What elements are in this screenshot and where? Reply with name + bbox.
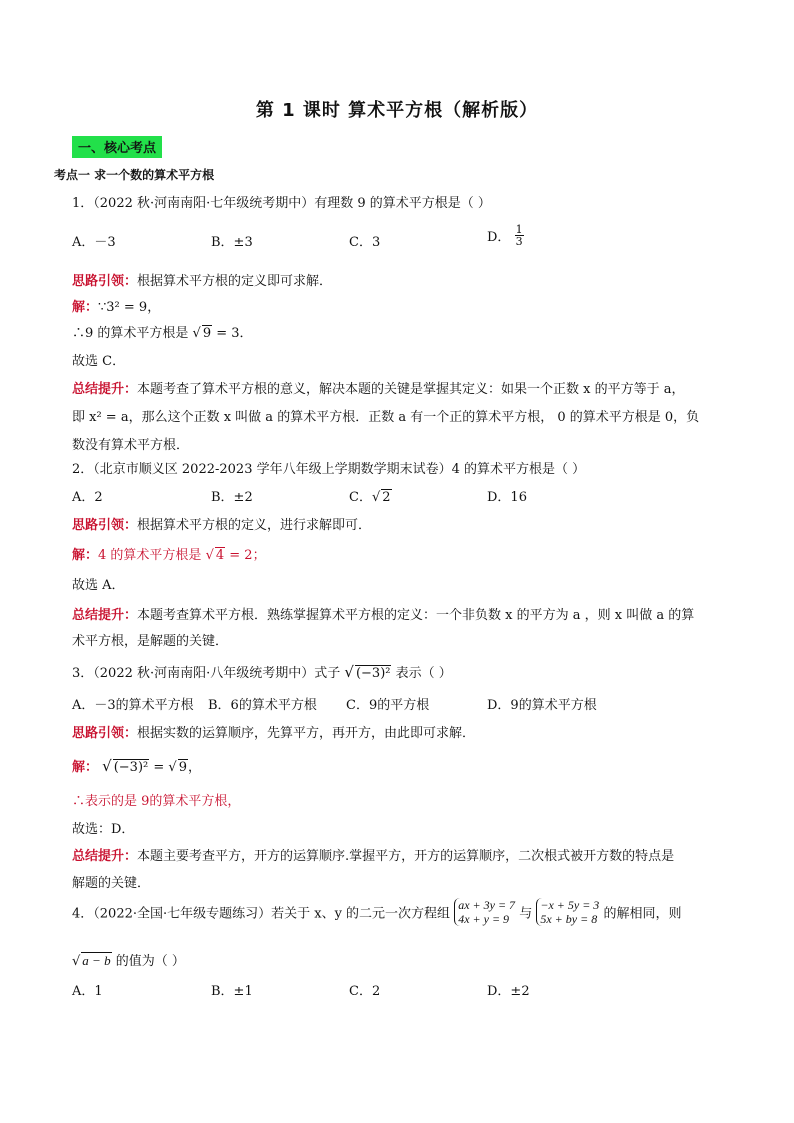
q3-jie: 解： √ (−3)² = √ 9， (72, 757, 202, 775)
equation-system-1: ax + 3y = 7 4x + y = 9 (454, 898, 515, 926)
q2-option-d: D．16 (487, 490, 527, 505)
q2-zongjie-2: 术平方根，是解题的关键． (72, 634, 229, 649)
q3-stem: 3．（2022 秋·河南南阳·八年级统考期中）式子 √ (−3)² 表示（ ） (72, 663, 452, 681)
q3-silu: 思路引领：根据实数的运算顺序，先算平方，再开方，由此即可求解． (72, 726, 476, 741)
q1-guxuan: 故选 C． (72, 354, 126, 369)
q2-option-a: A．2 (72, 490, 103, 505)
q1-jie-2: ∴9 的算术平方根是 √ 9 = 3． (72, 326, 253, 341)
q1-option-d: D． $\frac{1}{3}$ (487, 223, 523, 248)
q4-stem: 4．（2022·全国·七年级专题练习）若关于 x、y 的二元一次方程组 ax + 3y = 7 4x + y = 9 与 −x + 5y = 3 5x + by = 8 的解相同，则 (72, 898, 682, 926)
q2-option-c: C．√ 2 (349, 490, 391, 505)
q3-guxuan: 故选：D． (72, 822, 135, 837)
q2-guxuan: 故选 A． (72, 578, 125, 593)
q1-option-c: C．3 (349, 235, 381, 250)
kaodian-heading: 考点一 求一个数的算术平方根 (54, 168, 215, 182)
q1-jie-1: 解：∵3² = 9， (72, 300, 161, 315)
q1-option-a: A．－3 (72, 235, 116, 250)
q1-zongjie-3: 数没有算术平方根． (72, 438, 190, 453)
q3-zongjie-2: 解题的关键． (72, 876, 151, 891)
q1-option-b: B．±3 (211, 235, 253, 250)
q2-silu: 思路引领：根据算术平方根的定义，进行求解即可． (72, 518, 372, 533)
q3-zongjie-1: 总结提升：本题主要考查平方，开方的运算顺序.掌握平方，开方的运算顺序，二次根式被开方数的特点是 (72, 849, 675, 864)
q1-stem: 1．（2022 秋·河南南阳·七年级统考期中）有理数 9 的算术平方根是（ ） (72, 196, 491, 211)
q3-option-a: A．－3的算术平方根 (72, 698, 194, 713)
equation-system-2: −x + 5y = 3 5x + by = 8 (536, 898, 599, 926)
q2-jie: 解：4 的算术平方根是 √ 4 = 2； (72, 548, 266, 563)
q4-option-a: A．1 (72, 984, 103, 999)
q1-zongjie-2: 即 x² = a，那么这个正数 x 叫做 a 的算术平方根．正数 a 有一个正的算术平方根， 0 的算术平方根是 0，负 (72, 410, 700, 425)
q3-option-d: D．9的算术平方根 (487, 698, 597, 713)
q3-jie-2: ∴表示的是 9的算术平方根， (72, 794, 241, 809)
section-heading: 一、核心考点 (72, 136, 162, 158)
q2-option-b: B．±2 (211, 490, 253, 505)
q3-option-c: C．9的平方根 (346, 698, 430, 713)
page-title: 第 1 课时 算术平方根（解析版） (255, 100, 539, 121)
q2-zongjie-1: 总结提升：本题考查算术平方根．熟练掌握算术平方根的定义：一个非负数 x 的平方为 a ，则 x 叫做 a 的算 (72, 608, 695, 623)
q2-stem: 2．（北京市顺义区 2022-2023 学年八年级上学期数学期末试卷）4 的算术平方根是（ ） (72, 462, 586, 477)
q3-option-b: B．6的算术平方根 (208, 698, 317, 713)
q4-stem-line2: √ a − b 的值为（ ） (72, 953, 185, 969)
q4-option-c: C．2 (349, 984, 381, 999)
fraction-one-third: $\frac{1}{3}$ (515, 223, 523, 248)
q4-option-d: D．±2 (487, 984, 530, 999)
q4-option-b: B．±1 (211, 984, 253, 999)
q1-zongjie-1: 总结提升：本题考查了算术平方根的意义，解决本题的关键是掌握其定义：如果一个正数 x 的平方等于 a， (72, 382, 685, 397)
q1-silu: 思路引领：根据算术平方根的定义即可求解． (72, 274, 333, 289)
